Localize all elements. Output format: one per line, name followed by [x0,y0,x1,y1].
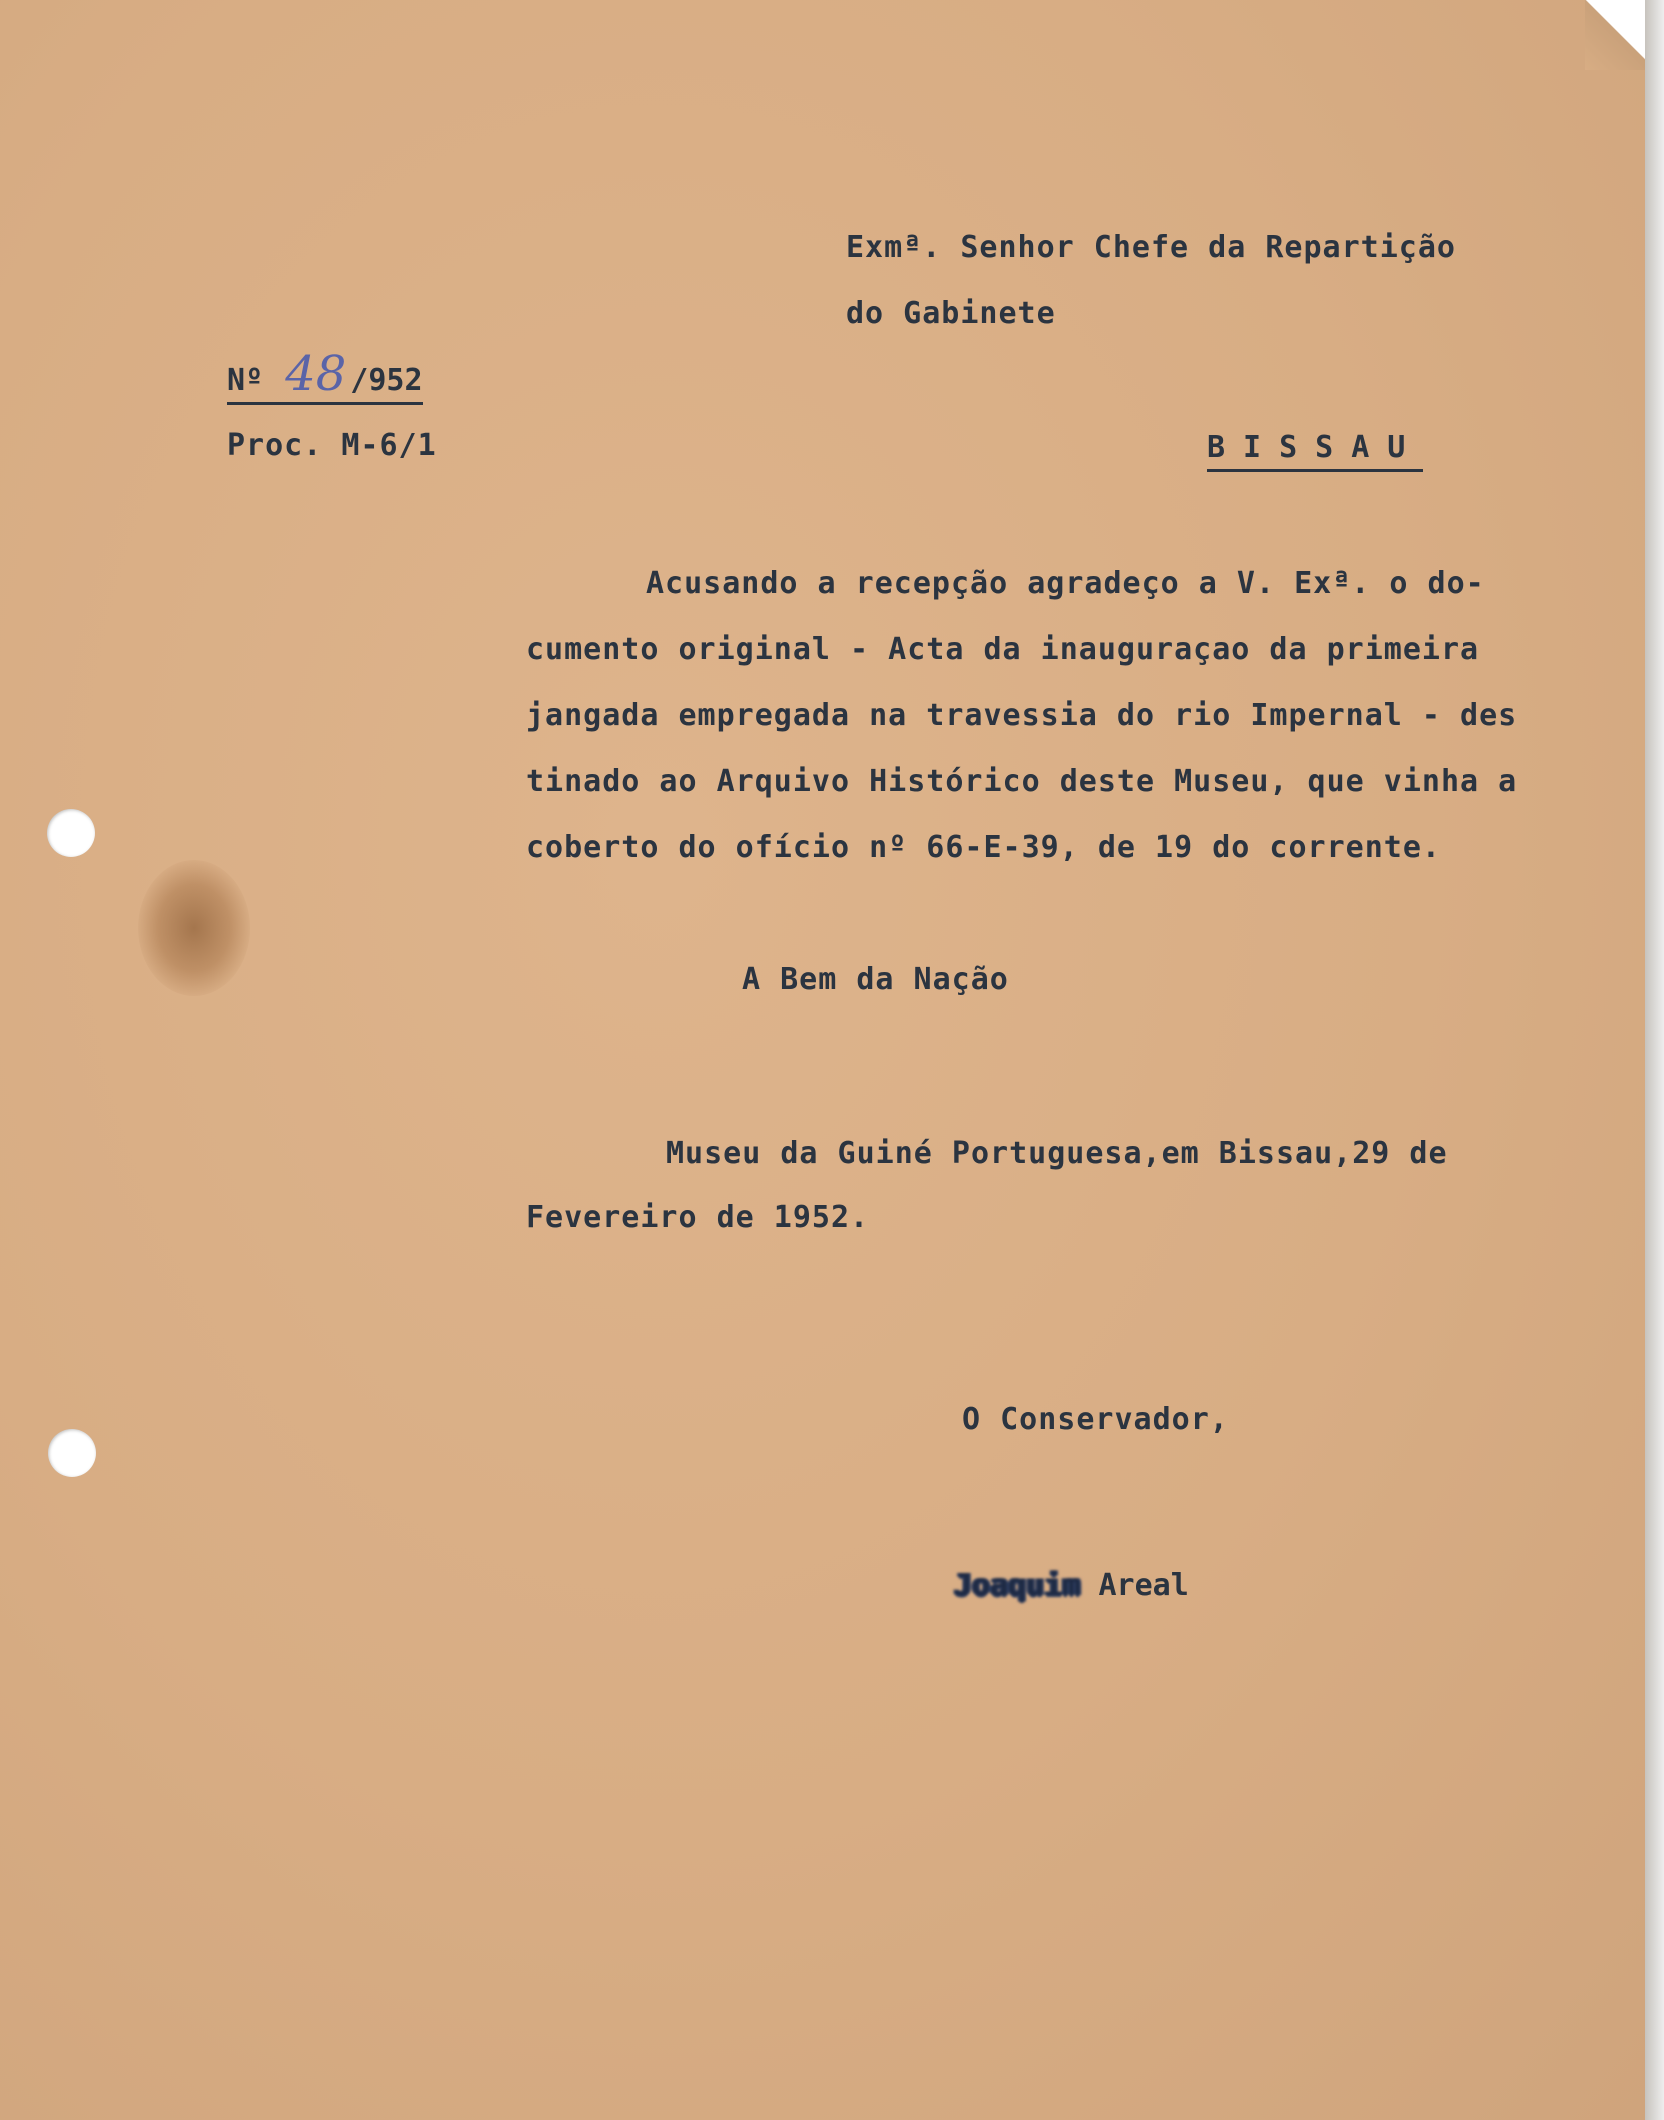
reference-prefix: Nº [227,363,264,398]
punch-hole-bottom [48,1429,96,1477]
reference-year: /952 [350,363,423,398]
signatory-role: O Conservador, [962,1402,1229,1437]
reference-handwritten-number: 48 [285,346,347,402]
addressee-line-2: do Gabinete [846,296,1056,331]
signature-first-name: Joaquim [954,1568,1081,1603]
page-corner-curl [1585,0,1645,70]
punch-hole-top [47,809,95,857]
addressee-line-1: Exmª. Senhor Chefe da Repartição [846,230,1456,265]
signature [954,1568,1189,1603]
scan-edge [1645,0,1664,2120]
paper-stain [138,860,250,996]
body-line: coberto do ofício nº 66-E-39, de 19 do corrente. [526,830,1441,865]
reference-number [227,346,423,405]
city-heading: BISSAU [1207,430,1423,472]
body-line: cumento original - Acta da inauguraçao da primeira [526,632,1480,667]
place-date-line-1: Museu da Guiné Portuguesa,em Bissau,29 de [666,1136,1448,1171]
body-line: jangada empregada na travessia do rio Impernal - des [526,698,1518,733]
closing-salutation: A Bem da Nação [742,962,1009,997]
signature-surname: Areal [1098,1568,1189,1603]
process-reference: Proc. M-6/1 [227,428,437,463]
body-line: tinado ao Arquivo Histórico deste Museu, que vinha a [526,764,1518,799]
place-date-line-2: Fevereiro de 1952. [526,1200,870,1235]
body-line: Acusando a recepção agradeço a V. Exª. o do- [646,566,1485,601]
